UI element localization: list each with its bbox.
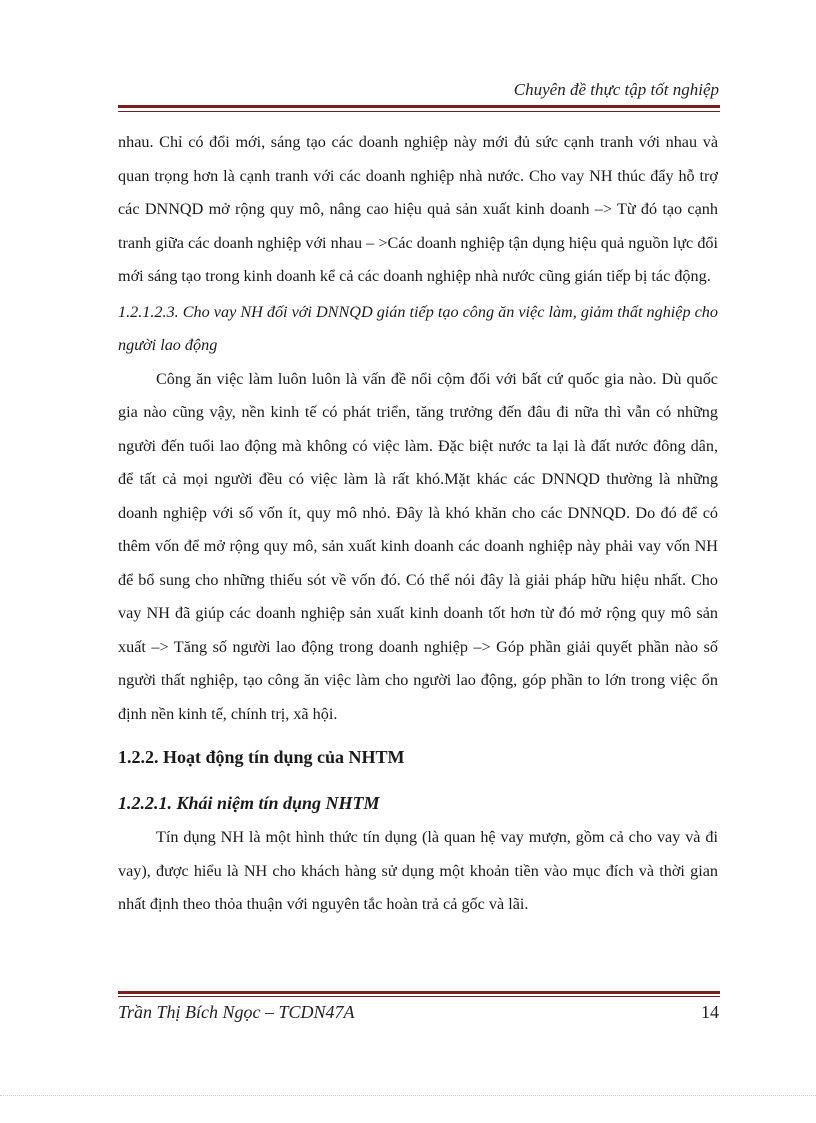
page-content [118,126,718,922]
header-title: Chuyên đề thực tập tốt nghiệp [513,80,719,99]
header-divider [118,105,720,112]
body-paragraph-2: Công ăn việc làm luôn luôn là vấn đề nổi cộm đối với bất cứ quốc gia nào. Dù quốc gia nào cũng vậy, nền kinh tế có phát triển, tăng trưởng đến đâu đi nữa thì vẫn có những người đến tuổi lao động mà không có việc làm. Đặc biệt nước ta lại là đất nước đông dân, để tất cả mọi người đều có việc làm là rất khó.Mặt khác các DNNQD thường là những doanh nghiệp với số vốn ít, quy mô nhỏ. Đây là khó khăn cho các DNNQD. Do đó để có thêm vốn để mở rộng quy mô, sản xuất kinh doanh các doanh nghiệp này phải vay vốn NH để bổ sung cho những thiếu sót về vốn đó. Có thể nói đây là giải pháp hữu hiệu nhất. Cho vay NH đã giúp các doanh nghiệp sản xuất kinh doanh tốt hơn từ đó mở rộng quy mô sản xuất –> Tăng số người lao động trong doanh nghiệp –> Góp phần giải quyết phần nào số người thất nghiệp, tạo công ăn việc làm cho người lao động, góp phần to lớn trong việc ổn định nền kinh tế, chính trị, xã hội. [118,369,718,723]
body-paragraph-3: Tín dụng NH là một hình thức tín dụng (là quan hệ vay mượn, gồm cả cho vay và đi vay), được hiểu là NH cho khách hàng sử dụng một khoản tiền vào mục đích và thời gian nhất định theo thỏa thuận với nguyên tắc hoàn trả cả gốc và lãi. [118,828,718,913]
footer-divider [118,991,720,997]
section-heading-1-2-2: 1.2.2. Hoạt động tín dụng của NHTM [118,747,405,767]
subsection-heading-1-2-2-1: 1.2.2.1. Khái niệm tín dụng NHTM [118,793,380,813]
footer-author: Trần Thị Bích Ngọc – TCDN47A [118,1002,355,1022]
page-number: 14 [701,1002,719,1022]
subheading-1-2-1-2-3: 1.2.1.2.3. Cho vay NH đối với DNNQD gián tiếp tạo công ăn việc làm, giảm thất nghiệp cho người lao động [118,302,718,354]
body-paragraph-1: nhau. Chỉ có đổi mới, sáng tạo các doanh nghiệp này mới đủ sức cạnh tranh với nhau và quan trọng hơn là cạnh tranh với các doanh nghiệp nhà nước. Cho vay NH thúc đẩy hỗ trợ các DNNQD mở rộng quy mô, nâng cao hiệu quả sản xuất kinh doanh –> Từ đó tạo cạnh tranh giữa các doanh nghiệp với nhau – >Các doanh nghiệp tận dụng hiệu quả nguồn lực đổi mới sáng tạo trong kinh doanh kể cả các doanh nghiệp nhà nước cũng gián tiếp bị tác động. [118,133,718,285]
page-edge-divider [0,1095,816,1096]
